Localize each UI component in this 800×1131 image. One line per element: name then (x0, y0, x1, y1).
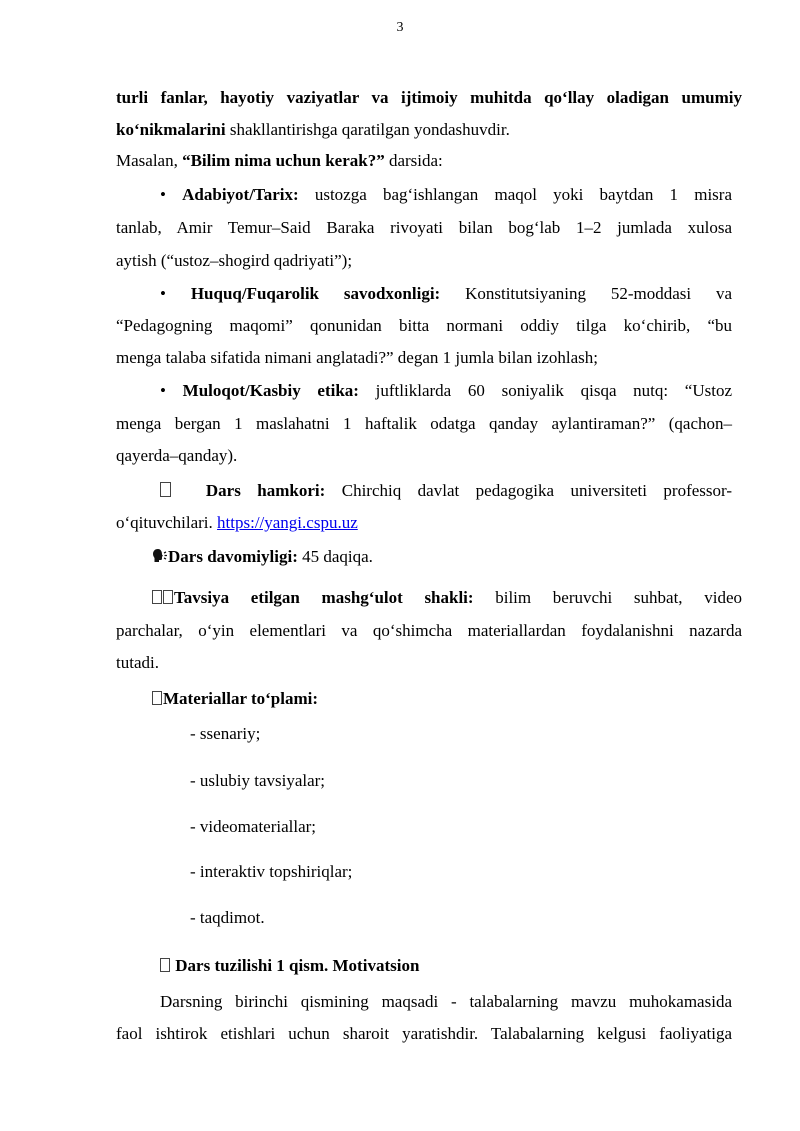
missing-glyph-icon (163, 590, 173, 604)
list-item: - videomateriallar; (190, 817, 317, 836)
missing-glyph-icon (152, 691, 162, 705)
text-run: Konstitutsiyaning 52-moddasi va (440, 284, 732, 303)
paragraph-line (116, 119, 742, 141)
text-run: juftliklarda 60 soniyalik qisqa nutq: “Ustoz (358, 381, 733, 400)
list-item: - ssenariy; (190, 724, 261, 743)
materials-title: Materiallar to‘plami: (163, 689, 319, 708)
bullet-item-ethics (160, 380, 732, 402)
duration-line (152, 546, 778, 568)
paragraph-line: tutadi. (116, 653, 159, 672)
bullet-icon: • (160, 284, 191, 303)
missing-glyph-icon (152, 590, 162, 604)
bullet-title: Muloqot/Kasbiy etika: (182, 381, 359, 400)
partner-title: Dars hamkori: (205, 481, 326, 500)
paragraph-line: menga bergan 1 maslahatni 1 haftalik odatga qanday aylantiraman?” (qachon– (116, 414, 732, 433)
duration-title: Dars davomiyligi: (168, 547, 298, 566)
text-run: shakllantirishga qaratilgan yondashuvdir. (225, 120, 510, 139)
materials-heading (152, 688, 778, 710)
paragraph-line: turli fanlar, hayotiy vaziyatlar va ijtimoiy muhitda qo‘llay oladigan umumiy (116, 88, 742, 107)
text-run: ustozga bag‘ishlangan maqol yoki baytdan 1 misra (298, 185, 733, 204)
text-run: bilim beruvchi suhbat, video (473, 588, 742, 607)
paragraph-line: Darsning birinchi qismining maqsadi - talabalarning mavzu muhokamasida (160, 992, 732, 1011)
section-title: Dars tuzilishi 1 qism. Motivatsion (175, 956, 420, 975)
partner-line (160, 480, 732, 502)
paragraph-line: aytish (“ustoz–shogird qadriyati”); (116, 251, 353, 270)
bullet-item-literature (160, 184, 732, 206)
list-item: - interaktiv topshiriqlar; (190, 862, 353, 881)
bullet-icon: • (160, 381, 183, 400)
paragraph-line: tanlab, Amir Temur–Said Baraka rivoyati bilan bog‘lab 1–2 jumlada xulosa (116, 218, 732, 237)
text-run: Masalan, (116, 151, 183, 170)
paragraph-line: parchalar, o‘yin elementlari va qo‘shimcha materiallardan foydalanishni nazarda (116, 621, 742, 640)
bullet-title: Adabiyot/Tarix: (182, 185, 299, 204)
paragraph-line: qayerda–qanday). (116, 446, 238, 465)
missing-glyph-icon (160, 482, 171, 497)
partner-link[interactable]: https://yangi.cspu.uz (217, 513, 358, 532)
lesson-title: “Bilim nima uchun kerak?” (182, 151, 385, 170)
bold-term: ko‘nikmalarini (116, 120, 226, 139)
form-title: Tavsiya etilgan mashg‘ulot shakli: (174, 588, 474, 607)
speaking-head-icon (152, 548, 168, 564)
duration-value: 45 daqiqa. (297, 547, 373, 566)
text-run: darsida: (384, 151, 443, 170)
paragraph-line: faol ishtirok etishlari uchun sharoit yaratishdir. Talabalarning kelgusi faoliyatiga (116, 1024, 732, 1043)
text-run: o‘qituvchilari. (116, 513, 218, 532)
example-line (116, 150, 742, 172)
form-line (152, 587, 742, 609)
text-run: Chirchiq davlat pedagogika universiteti professor- (325, 481, 732, 500)
page-number: 3 (396, 20, 404, 35)
list-item: - taqdimot. (190, 908, 265, 927)
list-item: - uslubiy tavsiyalar; (190, 771, 326, 790)
partner-line-2 (116, 512, 742, 534)
bullet-item-law (160, 283, 732, 305)
paragraph-line: menga talaba sifatida nimani anglatadi?” degan 1 jumla bilan izohlash; (116, 348, 598, 367)
bullet-icon: • (160, 185, 183, 204)
section-heading (160, 955, 786, 977)
missing-glyph-icon (160, 958, 170, 972)
bullet-title: Huquq/Fuqarolik savodxonligi: (190, 284, 441, 303)
paragraph-line: “Pedagogning maqomi” qonunidan bitta normani oddiy tilga ko‘chirib, “bu (116, 316, 732, 335)
